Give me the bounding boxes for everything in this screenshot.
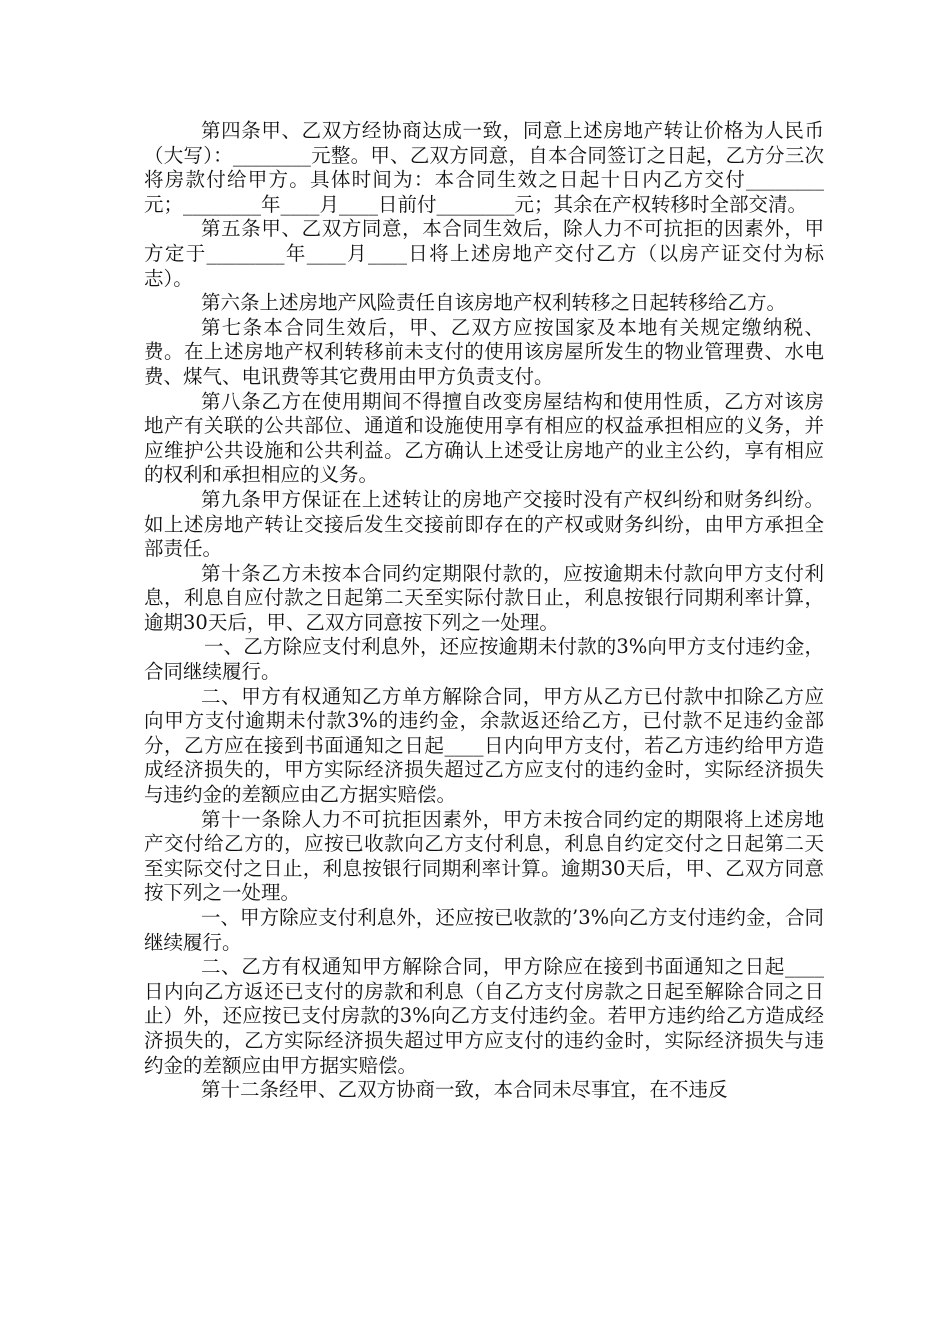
document-page xyxy=(144,119,824,1103)
article-5: 第五条甲、乙双方同意，本合同生效后，除人力不可抗拒的因素外，甲方定于________年____月____日将上述房地产交付乙方（以房产证交付为标志）。 xyxy=(144,217,824,290)
article-10-option-2: 二、甲方有权通知乙方单方解除合同，甲方从乙方已付款中扣除乙方应向甲方支付逾期未付款3%的违约金，余款返还给乙方，已付款不足违约金部分，乙方应在接到书面通知之日起____日内向甲方支付，若乙方违约给甲方造成经济损失的，甲方实际经济损失超过乙方应支付的违约金时，实际经济损失与违约金的差额应由乙方据实赔偿。 xyxy=(144,684,824,807)
article-4: 第四条甲、乙双方经协商达成一致，同意上述房地产转让价格为人民币（大写）：________元整。甲、乙双方同意，自本合同签订之日起，乙方分三次将房款付给甲方。具体时间为：本合同生效之日起十日内乙方交付________元；________年____月____日前付________元；其余在产权转移时全部交清。 xyxy=(144,119,824,216)
article-12: 第十二条经甲、乙双方协商一致，本合同未尽事宜，在不违反 xyxy=(201,1078,728,1102)
article-6: 第六条上述房地产风险责任自该房地产权利转移之日起转移给乙方。 xyxy=(201,291,787,315)
article-10-option-1: 一、乙方除应支付利息外，还应按逾期未付款的3%向甲方支付违约金，合同继续履行。 xyxy=(144,635,824,684)
article-10: 第十条乙方未按本合同约定期限付款的，应按逾期未付款向甲方支付利息，利息自应付款之日起第二天至实际付款日止，利息按银行同期利率计算，逾期30天后，甲、乙双方同意按下列之一处理。 xyxy=(144,561,824,634)
article-8: 第八条乙方在使用期间不得擅自改变房屋结构和使用性质，乙方对该房地产有关联的公共部位、通道和设施使用享有相应的权益承担相应的义务，并应维护公共设施和公共利益。乙方确认上述受让房地产的业主公约，享有相应的权利和承担相应的义务。 xyxy=(144,389,824,487)
article-7: 第七条本合同生效后，甲、乙双方应按国家及本地有关规定缴纳税、费。在上述房地产权利转移前未支付的使用该房屋所发生的物业管理费、水电费、煤气、电讯费等其它费用由甲方负责支付。 xyxy=(144,315,824,388)
article-11-option-1: 一、甲方除应支付利息外，还应按已收款的’3%向乙方支付违约金，合同继续履行。 xyxy=(144,906,824,954)
article-11: 第十一条除人力不可抗拒因素外，甲方未按合同约定的期限将上述房地产交付给乙方的，应按已收款向乙方支付利息，利息自约定交付之日起第二天至实际交付之日止，利息按银行同期利率计算。逾期30天后，甲、乙双方同意按下列之一处理。 xyxy=(144,807,824,905)
article-11-option-2: 二、乙方有权通知甲方解除合同，甲方除应在接到书面通知之日起____日内向乙方返还已支付的房款和利息（自乙方支付房款之日起至解除合同之日止）外，还应按已支付房款的3%向乙方支付违约金。若甲方违约给乙方造成经济损失的，乙方实际经济损失超过甲方应支付的违约金时，实际经济损失与违约金的差额应由甲方据实赔偿。 xyxy=(144,955,824,1077)
article-9: 第九条甲方保证在上述转让的房地产交接时没有产权纠纷和财务纠纷。如上述房地产转让交接后发生交接前即存在的产权或财务纠纷，由甲方承担全部责任。 xyxy=(144,487,824,561)
